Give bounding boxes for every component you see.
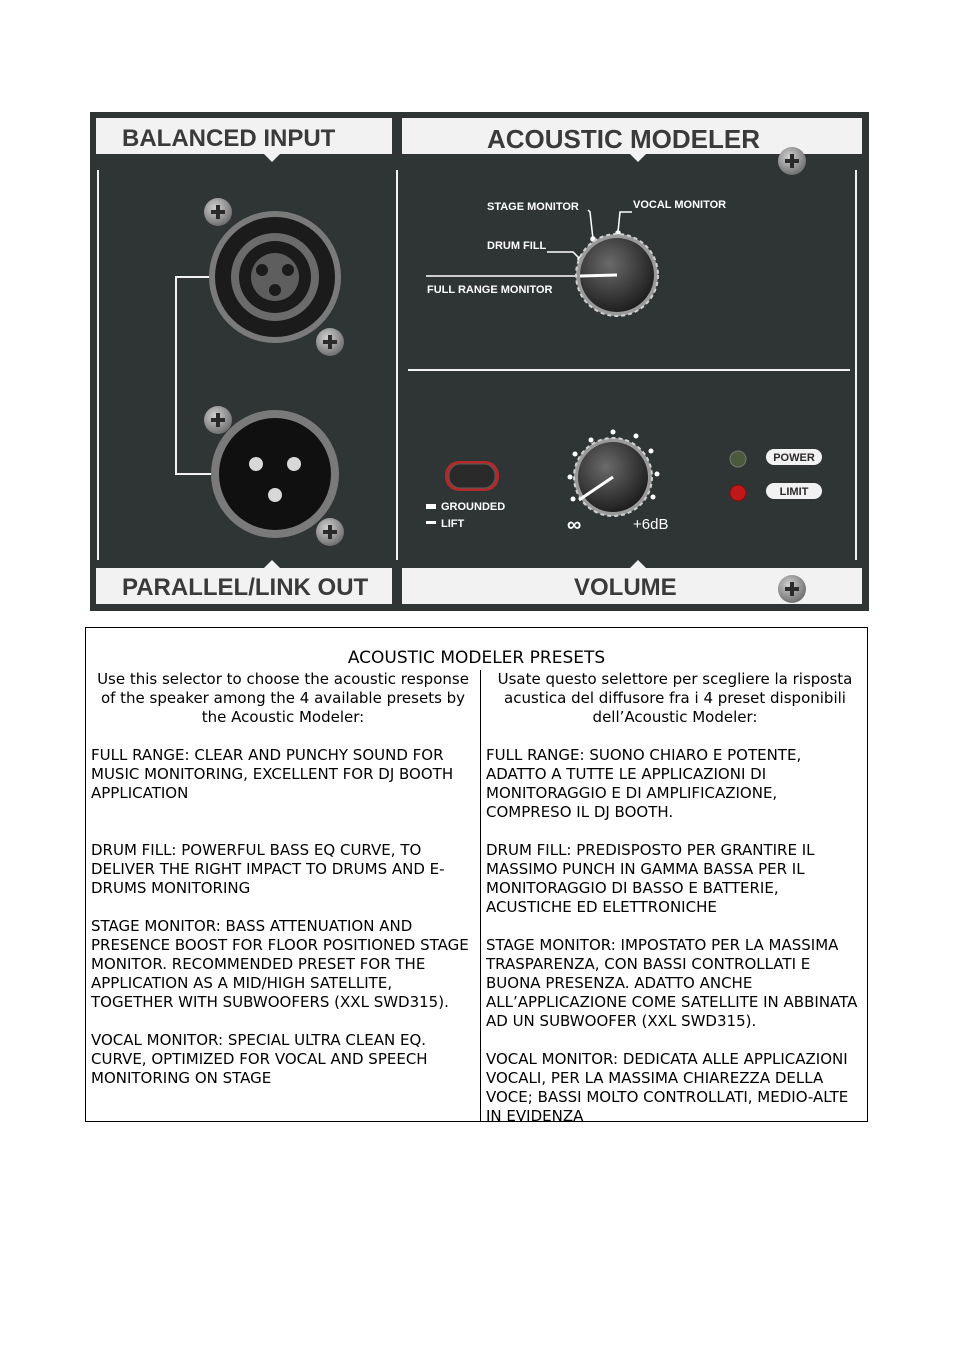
item-text: IMPOSTATO PER LA MASSIMA TRASPARENZA, CON BASSI CONTROLLATI E BUONA PRESENZA. ADATTO ANCHE ALL’APPLICAZIONE COME SATELLITE IN ABBINATA AD UN SUBWOOFER (XXL SWD315). <box>486 936 858 1030</box>
screw-icon <box>316 518 344 546</box>
xlr-output-jack[interactable] <box>211 410 339 538</box>
balanced-input-label: BALANCED INPUT <box>122 125 336 152</box>
screw-icon <box>316 328 344 356</box>
power-led <box>730 451 746 467</box>
item-key: VOCAL MONITOR: <box>91 1031 224 1049</box>
english-item <box>91 746 475 803</box>
column-divider <box>480 670 481 1121</box>
volume-label: VOLUME <box>574 574 677 601</box>
italian-item <box>486 1050 864 1126</box>
item-text: POWERFUL BASS EQ CURVE, TO DELIVER THE RIGHT IMPACT TO DRUMS AND E-DRUMS MONITORING <box>91 841 445 897</box>
item-key: STAGE MONITOR: <box>91 917 221 935</box>
volume-min-label: ∞ <box>567 514 582 536</box>
english-item <box>91 841 475 898</box>
italian-column <box>486 670 864 1145</box>
item-text: DEDICATA ALLE APPLICAZIONI VOCALI, PER LA MASSIMA CHIAREZZA DELLA VOCE; BASSI MOLTO CONTROLLATI, MEDIO-ALTE IN EVIDENZA <box>486 1050 849 1125</box>
screw-icon <box>778 147 806 175</box>
grounded-label: GROUNDED <box>441 501 506 513</box>
item-text: SPECIAL ULTRA CLEAN EQ. CURVE, OPTIMIZED FOR VOCAL AND SPEECH MONITORING ON STAGE <box>91 1031 428 1087</box>
ground-lift-switch[interactable] <box>445 461 499 491</box>
panel-background <box>90 112 869 611</box>
stage-monitor-label: STAGE MONITOR <box>487 201 579 213</box>
english-item <box>91 917 475 1012</box>
item-key: DRUM FILL: <box>91 841 177 859</box>
item-key: FULL RANGE: <box>486 746 585 764</box>
english-column <box>91 670 475 1107</box>
item-text: SUONO CHIARO E POTENTE, ADATTO A TUTTE LE APPLICAZIONI DI MONITORAGGIO E DI AMPLIFICAZIONE, COMPRESO IL DJ BOOTH. <box>486 746 802 821</box>
italian-intro: Usate questo selettore per scegliere la risposta acustica del diffusore fra i 4 preset disponibili dell’Acoustic Modeler: <box>497 670 853 726</box>
presets-description-box <box>85 627 868 1125</box>
italian-item <box>486 746 864 822</box>
volume-max-label: +6dB <box>633 516 669 533</box>
italian-item <box>486 936 864 1031</box>
screw-icon <box>204 406 232 434</box>
item-key: FULL RANGE: <box>91 746 190 764</box>
limit-label: LIMIT <box>779 486 809 498</box>
item-text: PREDISPOSTO PER GRANTIRE IL MASSIMO PUNCH IN GAMMA BASSA PER IL MONITORAGGIO DI BASSO E BATTERIE, ACUSTICHE ED ELETTRONICHE <box>486 841 815 916</box>
combo-input-jack[interactable] <box>209 211 341 343</box>
item-key: DRUM FILL: <box>486 841 572 859</box>
item-text: CLEAR AND PUNCHY SOUND FOR MUSIC MONITORING, EXCELLENT FOR DJ BOOTH APPLICATION <box>91 746 454 802</box>
item-key: STAGE MONITOR: <box>486 936 616 954</box>
english-intro: Use this selector to choose the acoustic response of the speaker among the 4 available presets by the Acoustic Modeler: <box>97 670 469 726</box>
lift-marker <box>426 521 436 524</box>
lift-label: LIFT <box>441 518 465 530</box>
rear-panel-diagram <box>90 112 869 611</box>
item-text: BASS ATTENUATION AND PRESENCE BOOST FOR FLOOR POSITIONED STAGE MONITOR. RECOMMENDED PRESET FOR THE APPLICATION AS A MID/HIGH SATELLITE, TOGETHER WITH SUBWOOFERS (XXL SWD315). <box>91 917 469 1011</box>
italian-item <box>486 841 864 917</box>
english-item <box>91 1031 475 1088</box>
full-range-monitor-label: FULL RANGE MONITOR <box>427 284 553 296</box>
acoustic-modeler-label: ACOUSTIC MODELER <box>487 124 760 154</box>
parallel-link-out-label: PARALLEL/LINK OUT <box>122 574 369 601</box>
limit-led <box>730 485 746 501</box>
volume-knob[interactable] <box>574 438 652 516</box>
vocal-monitor-label: VOCAL MONITOR <box>633 199 727 211</box>
screw-icon <box>204 198 232 226</box>
power-label: POWER <box>773 452 815 464</box>
screw-icon <box>778 575 806 603</box>
presets-title: ACOUSTIC MODELER PRESETS <box>347 648 606 668</box>
acoustic-modeler-knob[interactable] <box>576 234 658 316</box>
item-key: VOCAL MONITOR: <box>486 1050 619 1068</box>
drum-fill-label: DRUM FILL <box>487 240 547 252</box>
grounded-marker <box>426 504 436 509</box>
